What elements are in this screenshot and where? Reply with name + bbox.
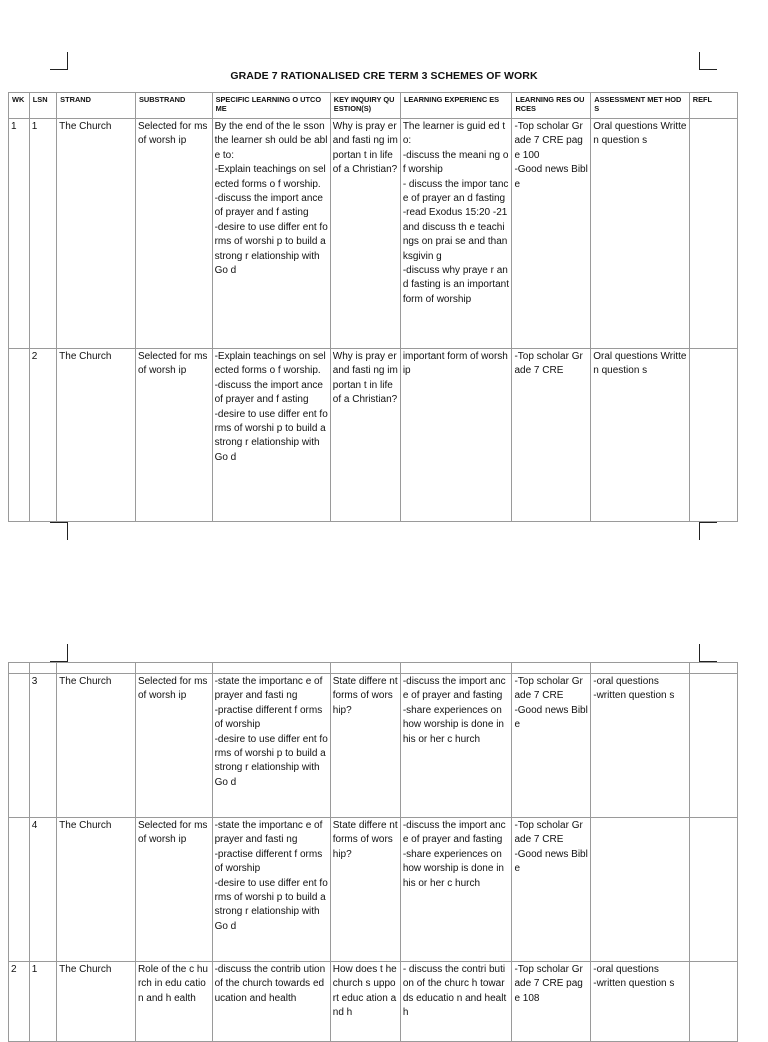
empty-header-cell (135, 663, 212, 674)
cell-reflection (689, 349, 737, 522)
column-header-experiences: LEARNING EXPERIENC ES (400, 93, 512, 119)
empty-header-cell (512, 663, 591, 674)
cell-lsn: 4 (29, 818, 56, 962)
cell-lsn: 1 (29, 962, 56, 1042)
crop-mark-bottom-right (699, 522, 700, 540)
cell-experiences: important form of worship (400, 349, 512, 522)
cell-experiences: -discuss the import ance of prayer and fasting -share experiences on how worship is done in his or her c hurch (400, 818, 512, 962)
cell-assessment: -oral questions -written question s (591, 674, 690, 818)
cell-substrand: Selected for ms of worsh ip (135, 119, 212, 349)
table-row (9, 962, 738, 1042)
cell-question: State differe nt forms of worship? (330, 674, 400, 818)
cell-wk (9, 674, 30, 818)
table-row (9, 818, 738, 962)
empty-header-cell (29, 663, 56, 674)
cell-lsn: 3 (29, 674, 56, 818)
cell-lsn: 2 (29, 349, 56, 522)
column-header-wk: WK (9, 93, 30, 119)
empty-header-cell (400, 663, 512, 674)
cell-wk (9, 349, 30, 522)
cell-question: State differe nt forms of worship? (330, 818, 400, 962)
cell-lsn: 1 (29, 119, 56, 349)
cell-assessment: Oral questions Written question s (591, 349, 690, 522)
cell-outcome: By the end of the le sson the learner sh ould be able to: -Explain teachings on selected forms o f worship. -discuss the import ance of prayer and f asting -desire to use differ ent forms of worshi p to build a strong r elationship with Go d (212, 119, 330, 349)
cell-wk (9, 818, 30, 962)
column-header-reflection: REFL (689, 93, 737, 119)
crop-mark-top-left (67, 644, 68, 662)
cell-wk: 2 (9, 962, 30, 1042)
cell-substrand: Selected for ms of worsh ip (135, 818, 212, 962)
empty-header-cell (330, 663, 400, 674)
crop-mark-bottom-left (50, 522, 68, 523)
crop-mark-top-right (699, 52, 700, 70)
crop-mark-bottom-right (699, 522, 717, 523)
empty-header-cell (212, 663, 330, 674)
cell-reflection (689, 674, 737, 818)
empty-header-cell (591, 663, 690, 674)
column-header-question: KEY INQUIRY QUESTION(S) (330, 93, 400, 119)
cell-reflection (689, 119, 737, 349)
cell-strand: The Church (57, 674, 136, 818)
cell-resources: -Top scholar Grade 7 CRE -Good news Bible (512, 818, 591, 962)
cell-strand: The Church (57, 349, 136, 522)
empty-header-cell (57, 663, 136, 674)
cell-outcome: -state the importanc e of prayer and fasti ng -practise different f orms of worship -desire to use differ ent forms of worshi p to build a strong r elationship with Go d (212, 674, 330, 818)
empty-header-cell (9, 663, 30, 674)
document-title: GRADE 7 RATIONALISED CRE TERM 3 SCHEMES OF WORK (230, 70, 538, 82)
scheme-of-work-table-continued (8, 662, 738, 1042)
column-header-substrand: SUBSTRAND (135, 93, 212, 119)
scheme-of-work-table (8, 92, 738, 522)
cell-wk: 1 (9, 119, 30, 349)
empty-header-cell (689, 663, 737, 674)
cell-resources: -Top scholar Grade 7 CRE (512, 349, 591, 522)
table-row (9, 349, 738, 522)
crop-mark-top-left (67, 52, 68, 70)
column-header-strand: STRAND (57, 93, 136, 119)
cell-reflection (689, 818, 737, 962)
table-row (9, 674, 738, 818)
column-header-lsn: LSN (29, 93, 56, 119)
table-header-row (9, 93, 738, 119)
cell-question: How does t he church s upport educ ation and h (330, 962, 400, 1042)
cell-experiences: -discuss the import ance of prayer and fasting -share experiences on how worship is done in his or her c hurch (400, 674, 512, 818)
table-header-row-empty (9, 663, 738, 674)
table-row (9, 119, 738, 349)
cell-question: Why is pray er and fasti ng importan t in life of a Christian? (330, 119, 400, 349)
cell-substrand: Selected for ms of worsh ip (135, 349, 212, 522)
column-header-assessment: ASSESSMENT MET HODS (591, 93, 690, 119)
column-header-resources: LEARNING RES OURCES (512, 93, 591, 119)
cell-substrand: Role of the c hurch in edu cation and h ealth (135, 962, 212, 1042)
cell-strand: The Church (57, 119, 136, 349)
cell-resources: -Top scholar Grade 7 CRE -Good news Bible (512, 674, 591, 818)
column-header-outcome: SPECIFIC LEARNING O UTCOME (212, 93, 330, 119)
cell-experiences: The learner is guid ed to: -discuss the meani ng of worship - discuss the impor tance of prayer an d fasting -read Exodus 15:20 -21 and discuss th e teachings on prai se and thanksgivin g -discuss why praye r and fasting is an important form of worship (400, 119, 512, 349)
cell-strand: The Church (57, 962, 136, 1042)
cell-outcome: -state the importanc e of prayer and fasti ng -practise different f orms of worship -desire to use differ ent forms of worshi p to build a strong r elationship with Go d (212, 818, 330, 962)
cell-strand: The Church (57, 818, 136, 962)
crop-mark-bottom-left (67, 522, 68, 540)
cell-resources: -Top scholar Grade 7 CRE page 100 -Good news Bible (512, 119, 591, 349)
cell-assessment: -oral questions -written question s (591, 962, 690, 1042)
crop-mark-top-right (699, 644, 700, 662)
cell-resources: -Top scholar Grade 7 CRE page 108 (512, 962, 591, 1042)
document-page-2 (0, 640, 768, 1024)
cell-question: Why is pray er and fasti ng importan t in life of a Christian? (330, 349, 400, 522)
cell-substrand: Selected for ms of worsh ip (135, 674, 212, 818)
cell-assessment: Oral questions Written question s (591, 119, 690, 349)
cell-reflection (689, 962, 737, 1042)
cell-outcome: -discuss the contrib ution of the church towards education and health (212, 962, 330, 1042)
cell-assessment (591, 818, 690, 962)
cell-outcome: -Explain teachings on selected forms o f worship. -discuss the import ance of prayer and f asting -desire to use differ ent forms of worshi p to build a strong r elationship with Go d (212, 349, 330, 522)
cell-experiences: - discuss the contri bution of the churc h towards educatio n and health (400, 962, 512, 1042)
